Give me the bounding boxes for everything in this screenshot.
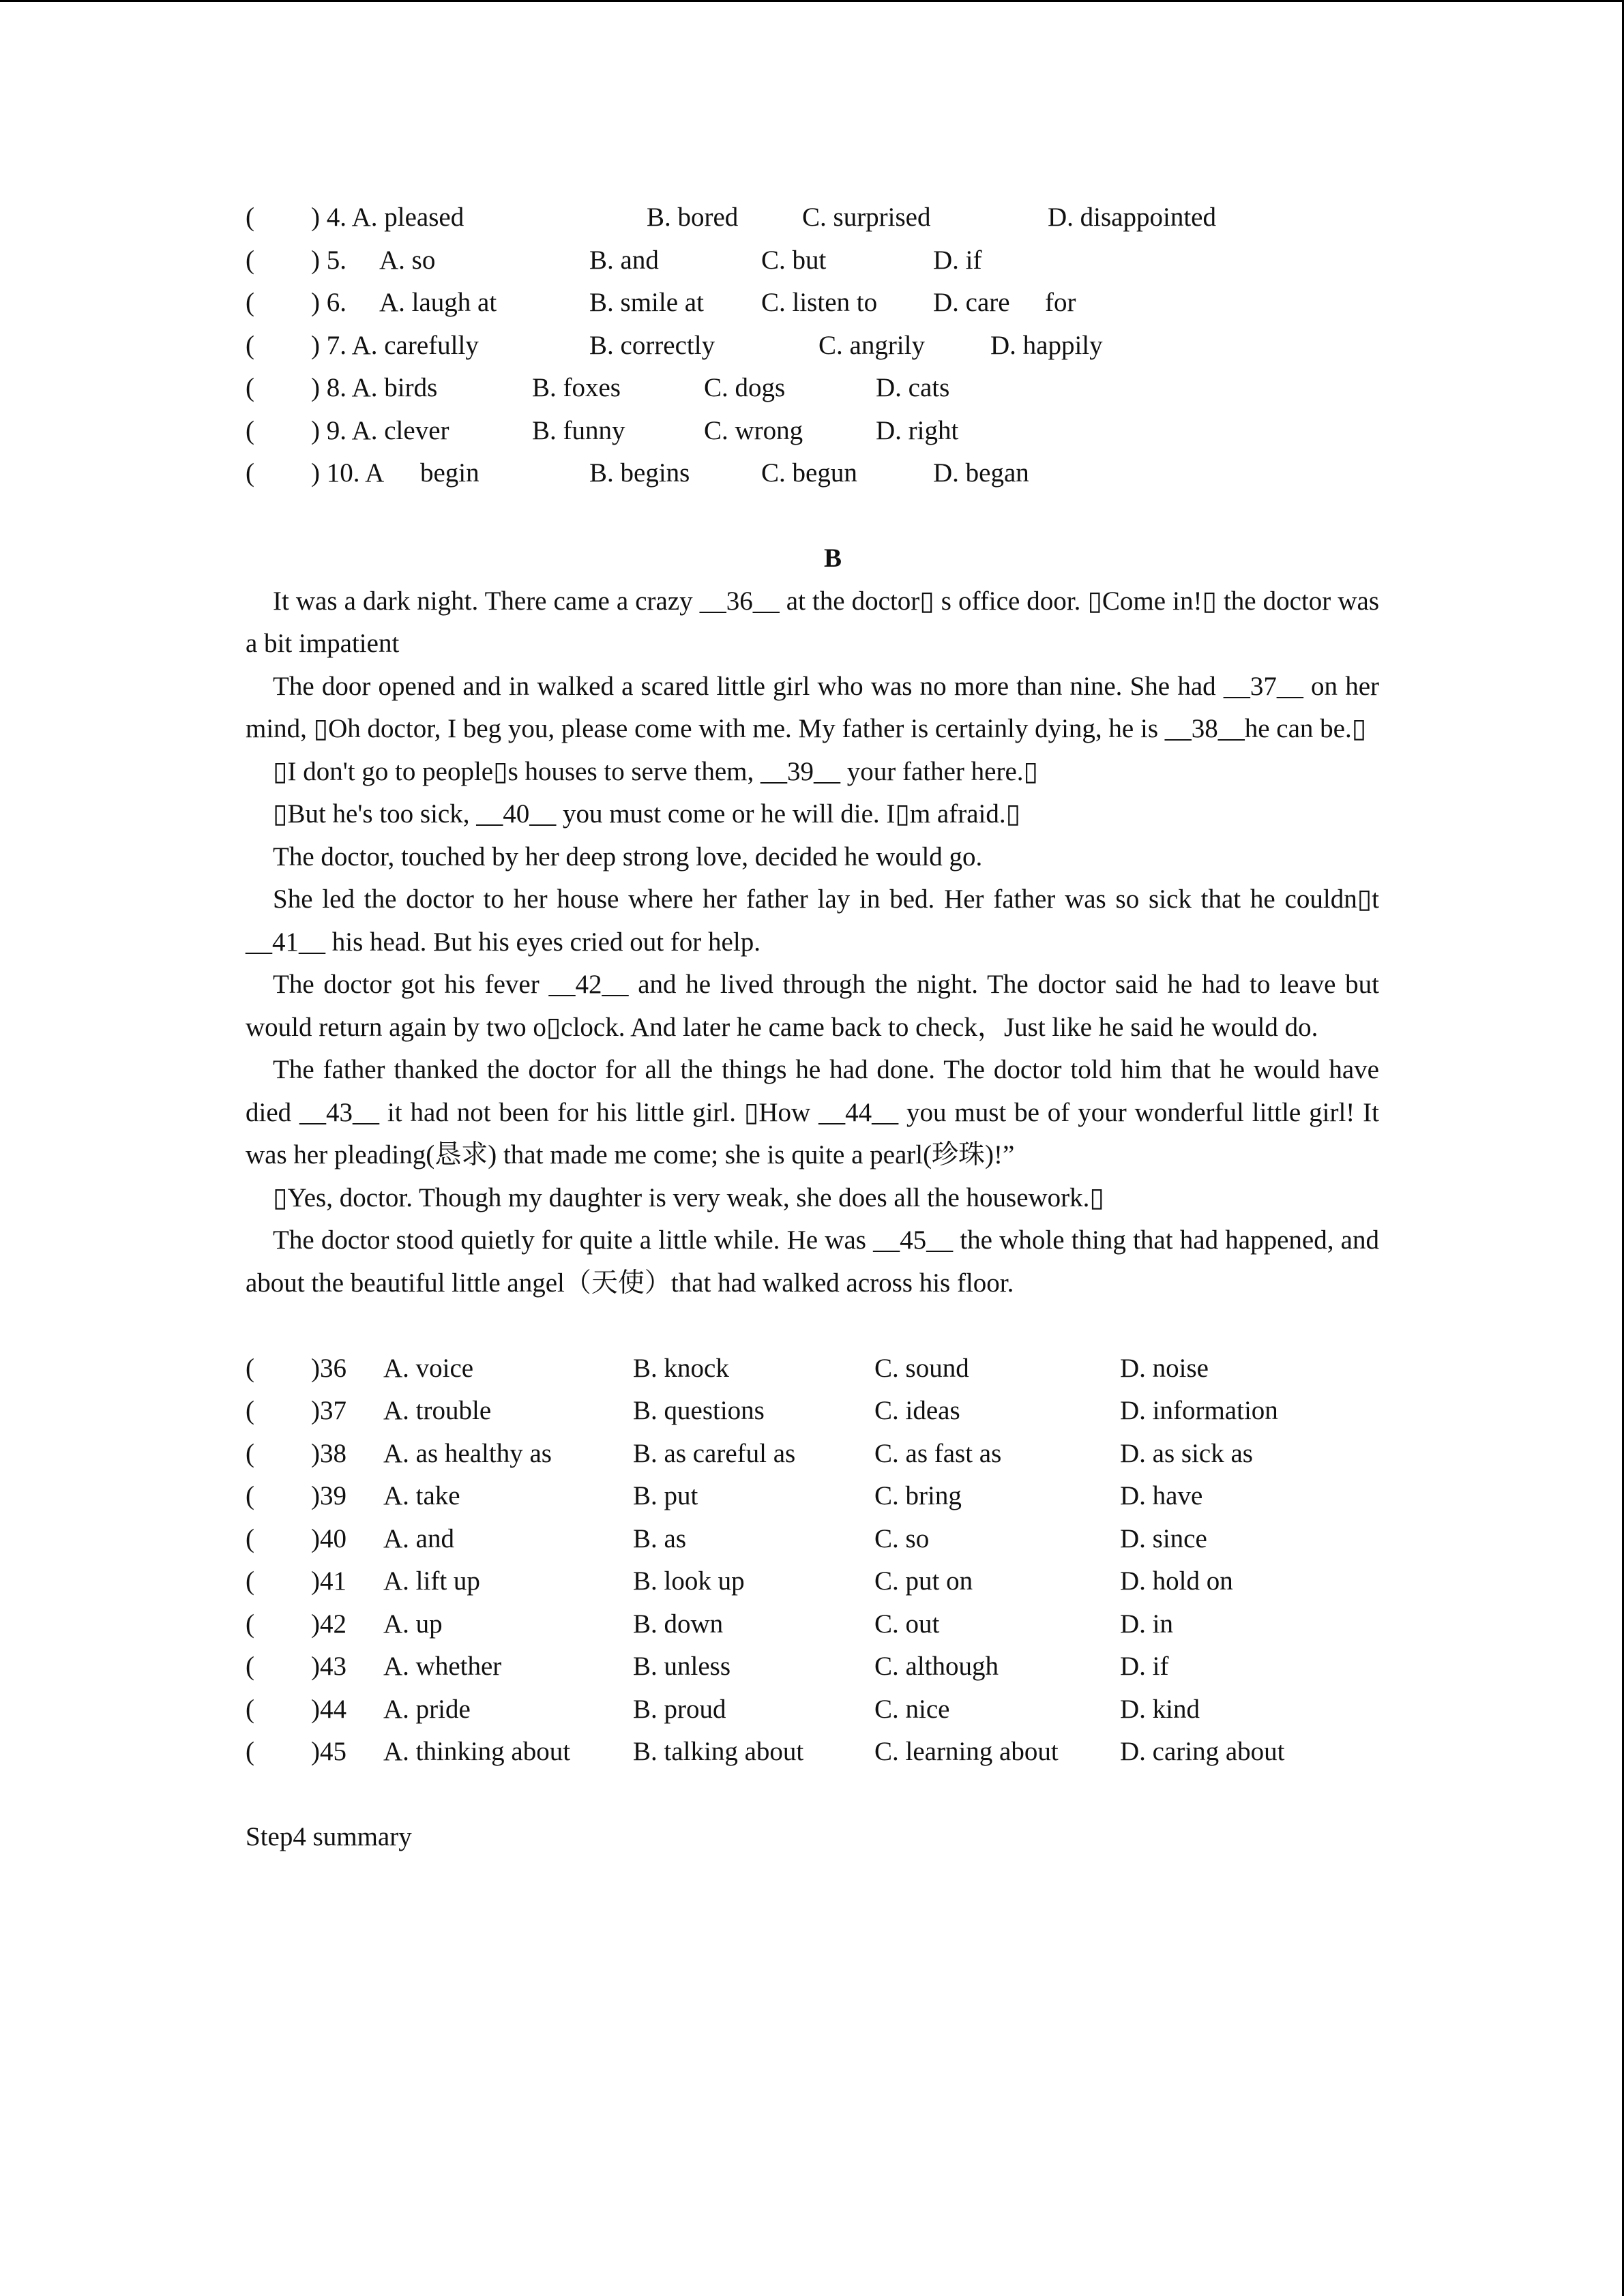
answer-paren: ( (246, 1737, 254, 1766)
option-a: A. and (383, 1523, 454, 1553)
spacer (246, 1304, 1379, 1347)
option-d: D. kind (1120, 1694, 1200, 1724)
question-row-44 (246, 1688, 1379, 1731)
option-d: D. have (1120, 1481, 1203, 1510)
option-c: C. begun (761, 458, 857, 488)
answer-paren: ( (246, 1353, 254, 1383)
question-row-4 (246, 196, 1379, 239)
option-c: C. put on (874, 1566, 973, 1596)
question-row-5 (246, 239, 1379, 282)
question-row-36 (246, 1347, 1379, 1390)
answer-paren: ( (246, 1396, 254, 1425)
question-row-7 (246, 325, 1379, 368)
answer-paren: ( (246, 245, 254, 275)
question-number: ) 6. (311, 288, 346, 317)
option-c: C. bring (874, 1481, 962, 1510)
question-number: ) 10. A (311, 458, 385, 488)
option-c: C. out (874, 1609, 940, 1639)
passage-paragraph: ▯But he's too sick, __40__ you must come or he will die. I▯m afraid.▯ (273, 799, 1021, 829)
option-c: C. but (761, 245, 827, 275)
answer-paren: ( (246, 1694, 254, 1724)
option-c: C. as fast as (874, 1438, 1002, 1468)
option-b: B. funny (532, 415, 625, 445)
passage-paragraph: The doctor stood quietly for quite a little while. He was __45__ the whole thing that had happened, and about the beautiful little angel（天使）that had walked across his floor. (246, 1225, 1379, 1298)
passage-paragraph: ▯I don't go to people▯s houses to serve them, __39__ your father here.▯ (273, 756, 1038, 786)
passage-paragraph: She led the doctor to her house where her father lay in bed. Her father was so sick that he couldn▯t __41__ his head. But his eyes cried out for help. (246, 884, 1379, 957)
option-c: C. although (874, 1652, 999, 1681)
spacer (246, 1774, 1379, 1817)
answer-paren: ( (246, 415, 254, 445)
question-number-option-a: ) 9. A. clever (311, 415, 449, 445)
option-d: D. caring about (1120, 1737, 1285, 1766)
option-a: A. laugh at (379, 288, 497, 317)
option-b: B. questions (633, 1396, 765, 1425)
option-c: C. wrong (704, 415, 803, 445)
answer-paren: ( (246, 288, 254, 317)
question-number: )39 (311, 1481, 346, 1510)
question-number: )41 (311, 1566, 346, 1596)
option-b: B. bored (647, 203, 739, 232)
passage-paragraph: The father thanked the doctor for all the things he had done. The doctor told him that he would have died __43__ it had not been for his little girl. ▯How __44__ you must be of your wonderful little girl! It was her pleading(恳求) that made me come; she is quite a pearl(珍珠)!” (246, 1055, 1379, 1169)
question-row-43 (246, 1645, 1379, 1688)
question-number: )36 (311, 1353, 346, 1383)
answer-paren: ( (246, 203, 254, 232)
option-b: B. smile at (589, 288, 704, 317)
option-a: A. lift up (383, 1566, 480, 1596)
option-a: A. thinking about (383, 1737, 571, 1766)
question-number-option-a: ) 8. A. birds (311, 373, 438, 402)
option-a: A. voice (383, 1353, 474, 1383)
option-c: C. listen to (761, 288, 878, 317)
option-a: A. trouble (383, 1396, 492, 1425)
option-d: D. disappointed (1048, 203, 1216, 232)
option-b: B. as (633, 1523, 686, 1553)
question-row-38 (246, 1433, 1379, 1476)
option-d: D. since (1120, 1523, 1207, 1553)
question-number: ) 5. (311, 245, 346, 275)
passage-paragraph: ▯Yes, doctor. Though my daughter is very weak, she does all the housework.▯ (273, 1182, 1104, 1212)
option-b: B. correctly (589, 330, 715, 360)
option-b: B. as careful as (633, 1438, 796, 1468)
question-row-45 (246, 1731, 1379, 1774)
option-a: A. take (383, 1481, 460, 1510)
answer-paren: ( (246, 330, 254, 360)
section-title: B (823, 543, 842, 573)
option-d: D. if (933, 245, 982, 275)
question-number: )44 (311, 1694, 346, 1724)
option-d: D. noise (1120, 1353, 1209, 1383)
answer-paren: ( (246, 1481, 254, 1510)
question-row-39 (246, 1475, 1379, 1518)
document-page (246, 196, 1379, 1859)
question-list-b (246, 1347, 1379, 1774)
summary-heading: Step4 summary (246, 1822, 412, 1851)
passage-paragraph: It was a dark night. There came a crazy __36__ at the doctor▯ s office door. ▯Come in!▯ the doctor was a bit impatient (246, 586, 1379, 658)
passage (246, 580, 1379, 1305)
option-b: B. foxes (532, 373, 621, 402)
option-a: A. whether (383, 1652, 502, 1681)
passage-paragraph: The doctor, touched by her deep strong love, decided he would go. (273, 841, 983, 871)
option-d: D. information (1120, 1396, 1278, 1425)
passage-paragraph: The door opened and in walked a scared little girl who was no more than nine. She had __37__ on her mind, ▯Oh doctor, I beg you, please come with me. My father is certainly dying, he is __38__he can be.▯ (246, 671, 1379, 743)
option-d: D. began (933, 458, 1029, 488)
question-number: )42 (311, 1609, 346, 1639)
option-d: D. care (933, 288, 1010, 317)
answer-paren: ( (246, 458, 254, 488)
option-b: B. knock (633, 1353, 729, 1383)
option-c: C. nice (874, 1694, 950, 1724)
question-row-42 (246, 1603, 1379, 1646)
option-c: C. ideas (874, 1396, 960, 1425)
option-a: A. pride (383, 1694, 471, 1724)
option-d: D. as sick as (1120, 1438, 1253, 1468)
question-row-41 (246, 1560, 1379, 1603)
option-b: B. unless (633, 1652, 731, 1681)
option-b: B. begins (589, 458, 690, 488)
question-number: )45 (311, 1737, 346, 1766)
question-row-37 (246, 1390, 1379, 1433)
answer-paren: ( (246, 1652, 254, 1681)
top-border-line (0, 0, 1624, 2)
option-d: D. hold on (1120, 1566, 1233, 1596)
option-b: B. put (633, 1481, 698, 1510)
option-d-continued: for (1045, 288, 1076, 317)
option-b: B. down (633, 1609, 724, 1639)
option-d: D. right (876, 415, 959, 445)
option-c: C. angrily (818, 330, 925, 360)
question-number-option-a: ) 4. A. pleased (311, 203, 464, 232)
question-number: )37 (311, 1396, 346, 1425)
option-c: C. sound (874, 1353, 969, 1383)
question-number-option-a: ) 7. A. carefully (311, 330, 479, 360)
question-row-40 (246, 1518, 1379, 1561)
option-a: A. up (383, 1609, 443, 1639)
option-d: D. happily (990, 330, 1103, 360)
question-row-6 (246, 282, 1379, 325)
option-b: B. look up (633, 1566, 745, 1596)
question-number: )40 (311, 1523, 346, 1553)
question-number: )38 (311, 1438, 346, 1468)
question-row-8 (246, 367, 1379, 410)
option-a: A. so (379, 245, 436, 275)
answer-paren: ( (246, 1438, 254, 1468)
answer-paren: ( (246, 1523, 254, 1553)
option-a: begin (420, 458, 479, 488)
option-c: C. so (874, 1523, 930, 1553)
option-b: B. proud (633, 1694, 726, 1724)
question-number: )43 (311, 1652, 346, 1681)
question-row-10 (246, 452, 1379, 495)
option-c: C. surprised (802, 203, 931, 232)
passage-paragraph: The doctor got his fever __42__ and he lived through the night. The doctor said he had to leave but would return again by two o▯clock. And later he came back to check，Just like he said he would do. (246, 970, 1379, 1042)
spacer (246, 495, 1379, 538)
option-c: C. learning about (874, 1737, 1059, 1766)
option-d: D. cats (876, 373, 950, 402)
option-b: B. and (589, 245, 659, 275)
option-b: B. talking about (633, 1737, 804, 1766)
option-a: A. as healthy as (383, 1438, 552, 1468)
option-d: D. in (1120, 1609, 1173, 1639)
answer-paren: ( (246, 1609, 254, 1639)
answer-paren: ( (246, 373, 254, 402)
option-c: C. dogs (704, 373, 786, 402)
answer-paren: ( (246, 1566, 254, 1596)
question-row-9 (246, 410, 1379, 453)
option-d: D. if (1120, 1652, 1169, 1681)
